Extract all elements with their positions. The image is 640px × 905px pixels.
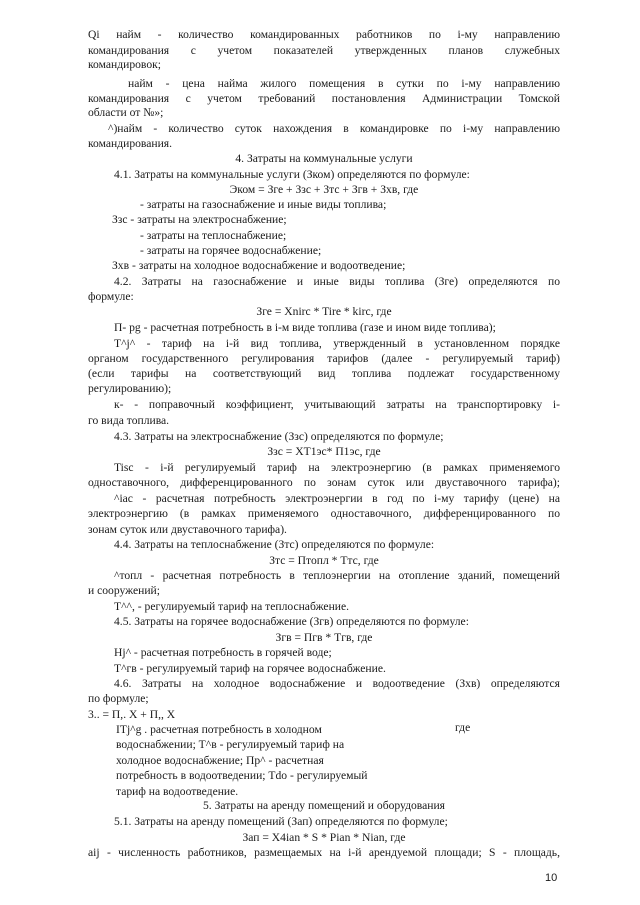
text-line: Зап = X4ian * S * Pian * Nian, где — [242, 831, 406, 844]
text-line: Зтс = Птопл * Ттс, где — [269, 554, 379, 567]
text-line: - затраты на теплоснабжение; — [140, 229, 287, 242]
text-line: Qi найм - количество командированных работников по i-му направлению — [88, 28, 560, 41]
text-line: ^топл - расчетная потребность в теплоэнергии на отопление зданий, помещений — [114, 569, 560, 582]
text-line: Ззс = XT1эс* П1эс, где — [267, 445, 381, 458]
text-line: и сооружений; — [88, 584, 160, 597]
text-line: 5. Затраты на аренду помещений и оборудования — [202, 799, 446, 812]
text-line: органом государственного регулирования тарифов (далее - регулируемый тариф) — [88, 352, 560, 365]
text-line: ^)найм - количество суток нахождения в командировке по i-му направлению — [108, 122, 560, 135]
text-line: командирования с учетом показателей утвержденных планов служебных — [88, 44, 560, 57]
text-line: ITj^g . расчетная потребность в холодном — [116, 723, 322, 736]
text-line: 4. Затраты на коммунальные услуги — [235, 152, 413, 165]
text-line: Т^гв - регулируемый тариф на горячее водоснабжение. — [114, 662, 386, 675]
text-line: (если тарифы на соответствующий вид топлива подлежат государственному — [88, 367, 560, 380]
text-line: найм - цена найма жилого помещения в сутки по i-му направлению — [128, 77, 560, 90]
text-line: Зге = Xnirc * Tire * kirc, где — [256, 305, 392, 318]
text-line: Hj^ - расчетная потребность в горячей воде; — [114, 646, 332, 659]
text-line: холодное водоснабжение; Пр^ - расчетная — [116, 754, 324, 767]
formula-where-note: где — [455, 721, 471, 734]
text-line: области от №»; — [88, 106, 164, 119]
text-line: Эком = Зге + Ззс + Зтс + Згв + Зхв, где — [229, 183, 419, 196]
text-line: го вида топлива. — [88, 414, 170, 427]
text-line: регулированию); — [88, 382, 172, 395]
text-line: одноставочного, дифференцированного по зонам суток или двуставочного тарифа); — [88, 476, 560, 489]
text-line: Т^j^ - тариф на i-й вид топлива, утвержденный в установленном порядке — [114, 337, 560, 350]
text-line: формуле: — [88, 290, 134, 303]
text-line: Tisc - i-й регулируемый тариф на электроэнергию (в рамках применяемого — [114, 461, 560, 474]
text-line: 4.6. Затраты на холодное водоснабжение и водоотведение (Зхв) определяются — [114, 677, 560, 690]
text-line: 4.5. Затраты на горячее водоснабжение (Згв) определяются по формуле: — [114, 615, 469, 628]
text-line: 4.3. Затраты на электроснабжение (Ззс) определяются по формуле; — [114, 430, 444, 443]
text-line: командирования. — [88, 137, 173, 150]
text-line: 4.2. Затраты на газоснабжение и иные виды топлива (Зге) определяются по — [114, 275, 560, 288]
text-line: тариф на водоотведение. — [116, 785, 239, 798]
text-line: aij - численность работников, размещаемых на i-й арендуемой площади; S - площадь, — [88, 846, 560, 859]
text-line: - затраты на газоснабжение и иные виды топлива; — [140, 198, 387, 211]
text-line: 3.. = П,. Х + П,, Х — [88, 708, 176, 721]
text-line: зонам суток или двуставочного тарифа). — [88, 523, 287, 536]
text-line: командирования с учетом требований постановления Администрации Томской — [88, 92, 560, 105]
text-line: 4.1. Затраты на коммунальные услуги (Зком) определяются по формуле: — [114, 168, 470, 181]
page-number: 10 — [545, 872, 558, 884]
text-line: П- pg - расчетная потребность в i-м виде топлива (газе и ином виде топлива); — [114, 321, 496, 334]
text-line: - затраты на горячее водоснабжение; — [140, 244, 322, 257]
text-line: по формуле; — [88, 692, 149, 705]
text-line: Згв = Пгв * Тгв, где — [275, 631, 373, 644]
text-line: электроэнергию (в рамках применяемого одноставочного, дифференцированного по — [88, 507, 560, 520]
text-line: водоснабжении; Т^в - регулируемый тариф на — [116, 738, 345, 751]
text-line: Т^^, - регулируемый тариф на теплоснабжение. — [114, 600, 350, 613]
text-line: к- - поправочный коэффициент, учитывающий затраты на транспортировку i- — [114, 398, 560, 411]
text-line: Зхв - затраты на холодное водоснабжение и водоотведение; — [112, 259, 406, 272]
text-line: Ззс - затраты на электроснабжение; — [112, 213, 287, 226]
text-line: ^iac - расчетная потребность электроэнергии в год по i-му тарифу (цене) на — [114, 492, 560, 505]
text-line: потребность в водоотведении; Tdo - регулируемый — [116, 769, 368, 782]
text-line: командировок; — [88, 58, 161, 71]
text-line: 4.4. Затраты на теплоснабжение (Зтс) определяются по формуле: — [114, 538, 435, 551]
text-line: 5.1. Затраты на аренду помещений (Зап) определяются по формуле; — [114, 815, 448, 828]
